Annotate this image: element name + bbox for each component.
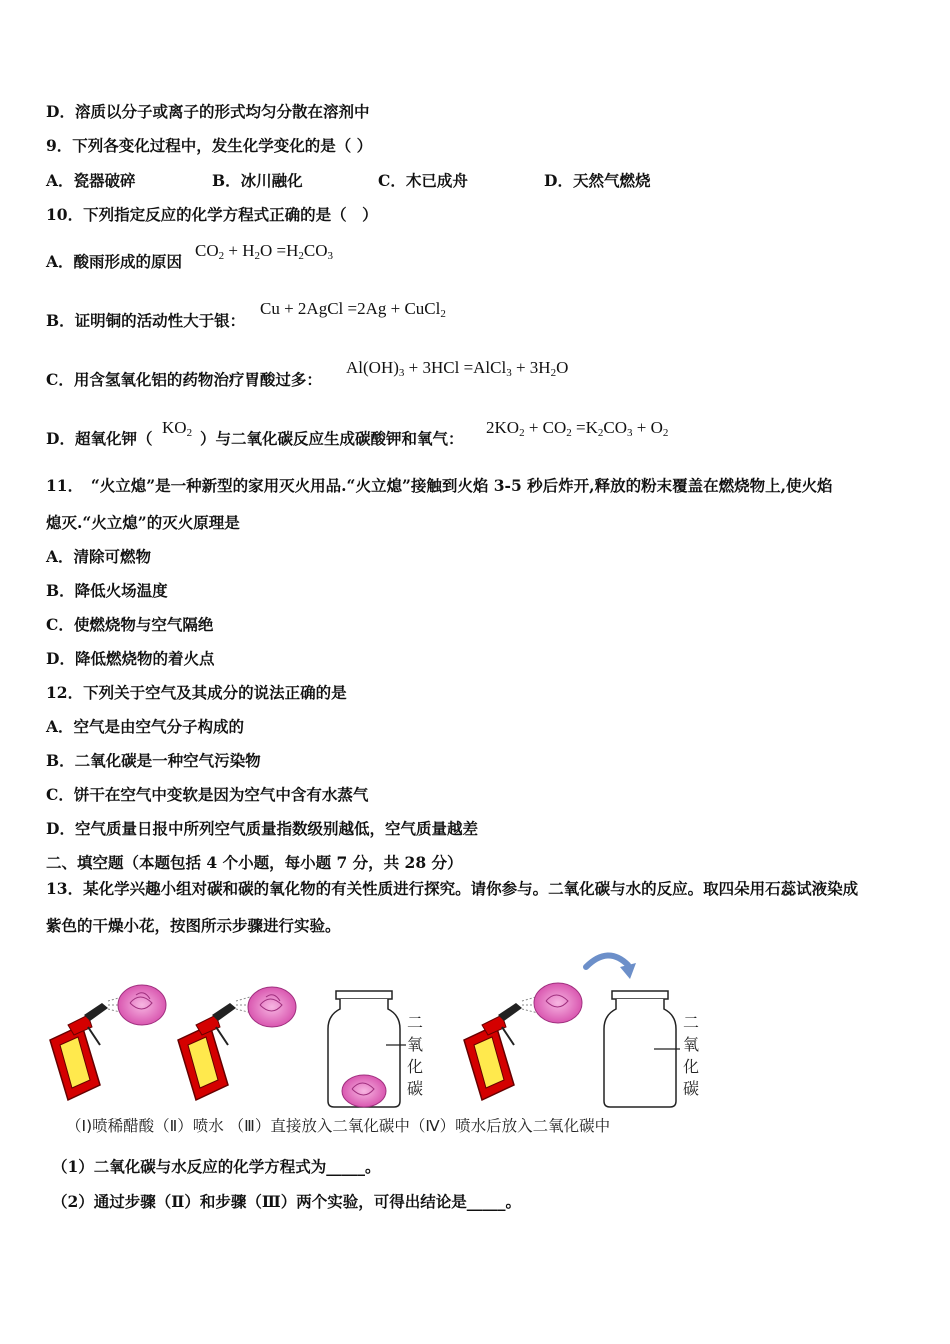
question-9: 9．下列各变化过程中，发生化学变化的是（ ） xyxy=(46,136,373,155)
q9-option-b: B．冰川融化 xyxy=(212,171,303,190)
q10-option-b: B．证明铜的活动性大于银： xyxy=(46,311,246,330)
spray-bottle-4 xyxy=(464,997,538,1100)
q9-option-c: C．木已成舟 xyxy=(378,171,468,190)
q9-option-a: A．瓷器破碎 xyxy=(46,171,136,190)
q10-option-d-suffix: ）与二氧化碳反应生成碳酸钾和氧气： xyxy=(200,429,464,448)
jar-2 xyxy=(604,991,680,1107)
q11-option-d: D．降低燃烧物的着火点 xyxy=(46,649,215,668)
q10-option-a: A．酸雨形成的原因 xyxy=(46,252,183,271)
question-10: 10．下列指定反应的化学方程式正确的是（ ） xyxy=(46,205,378,224)
curved-arrow-icon xyxy=(586,955,636,979)
q9-option-d: D．天然气燃烧 xyxy=(544,171,651,190)
question-11-line-1: 11． “火立熄”是一种新型的家用灭火用品.“火立熄”接触到火焰 3-5 秒后炸开,释放的粉末覆盖在燃烧物上,使火焰 xyxy=(46,476,833,495)
flower-2 xyxy=(248,987,296,1027)
spray-bottle-2 xyxy=(178,997,252,1100)
q12-option-d: D．空气质量日报中所列空气质量指数级别越低，空气质量越差 xyxy=(46,819,478,838)
flower-4 xyxy=(534,983,582,1023)
q11-option-a: A．清除可燃物 xyxy=(46,547,152,566)
question-12: 12．下列关于空气及其成分的说法正确的是 xyxy=(46,683,347,702)
q12-option-a: A．空气是由空气分子构成的 xyxy=(46,717,245,736)
q8-option-d: D．溶质以分子或离子的形式均匀分散在溶剂中 xyxy=(46,102,370,121)
section-2-heading: 二、填空题（本题包括 4 个小题，每小题 7 分，共 28 分） xyxy=(46,853,463,872)
question-13-line-2: 紫色的干燥小花，按图所示步骤进行实验。 xyxy=(46,916,341,935)
spray-bottle-1 xyxy=(50,997,124,1100)
question-13-line-1: 13．某化学兴趣小组对碳和碳的氧化物的有关性质进行探究。请你参与。二氧化碳与水的反应。取四朵用石蕊试液染成 xyxy=(46,879,859,898)
experiment-figure xyxy=(40,945,720,1140)
figure-caption: （Ⅰ)喷稀醋酸（Ⅱ）喷水 （Ⅲ）直接放入二氧化碳中（Ⅳ）喷水后放入二氧化碳中 xyxy=(66,1117,611,1135)
jar-1 xyxy=(328,991,406,1107)
q10-formula-d: $2KO_2 + CO_2 =K_2CO_3 + O_2$ xyxy=(486,418,669,439)
q13-subquestion-1: （1）二氧化碳与水反应的化学方程式为_____。 xyxy=(52,1157,381,1176)
q13-subquestion-2: （2）通过步骤（Ⅱ）和步骤（Ⅲ）两个实验，可得出结论是_____。 xyxy=(52,1192,521,1211)
q12-option-b: B．二氧化碳是一种空气污染物 xyxy=(46,751,261,770)
question-11-line-2: 熄灭.“火立熄”的灭火原理是 xyxy=(46,513,240,532)
q12-option-c: C．饼干在空气中变软是因为空气中含有水蒸气 xyxy=(46,785,369,804)
q10-formula-ko2: $KO_2$ xyxy=(162,418,193,439)
flower-1 xyxy=(118,985,166,1025)
co2-label-jar-2: 二 氧 化 碳 xyxy=(682,1013,699,1098)
q10-formula-c: $Al(OH)_3 + 3HCl$ =AlCl$_3$ + $3H_2O$ xyxy=(346,358,569,379)
q11-option-c: C．使燃烧物与空气隔绝 xyxy=(46,615,214,634)
q10-option-c: C．用含氢氧化铝的药物治疗胃酸过多： xyxy=(46,370,322,389)
co2-label-jar-1: 二 氧 化 碳 xyxy=(406,1013,423,1098)
q11-option-b: B．降低火场温度 xyxy=(46,581,168,600)
q10-formula-a: $CO_2 + H_2O =H_2CO_3$ xyxy=(195,241,334,262)
q10-option-d-prefix: D．超氧化钾（ xyxy=(46,429,153,448)
q10-formula-b: Cu + 2AgCl =2Ag + CuCl$_2$ xyxy=(260,299,446,320)
